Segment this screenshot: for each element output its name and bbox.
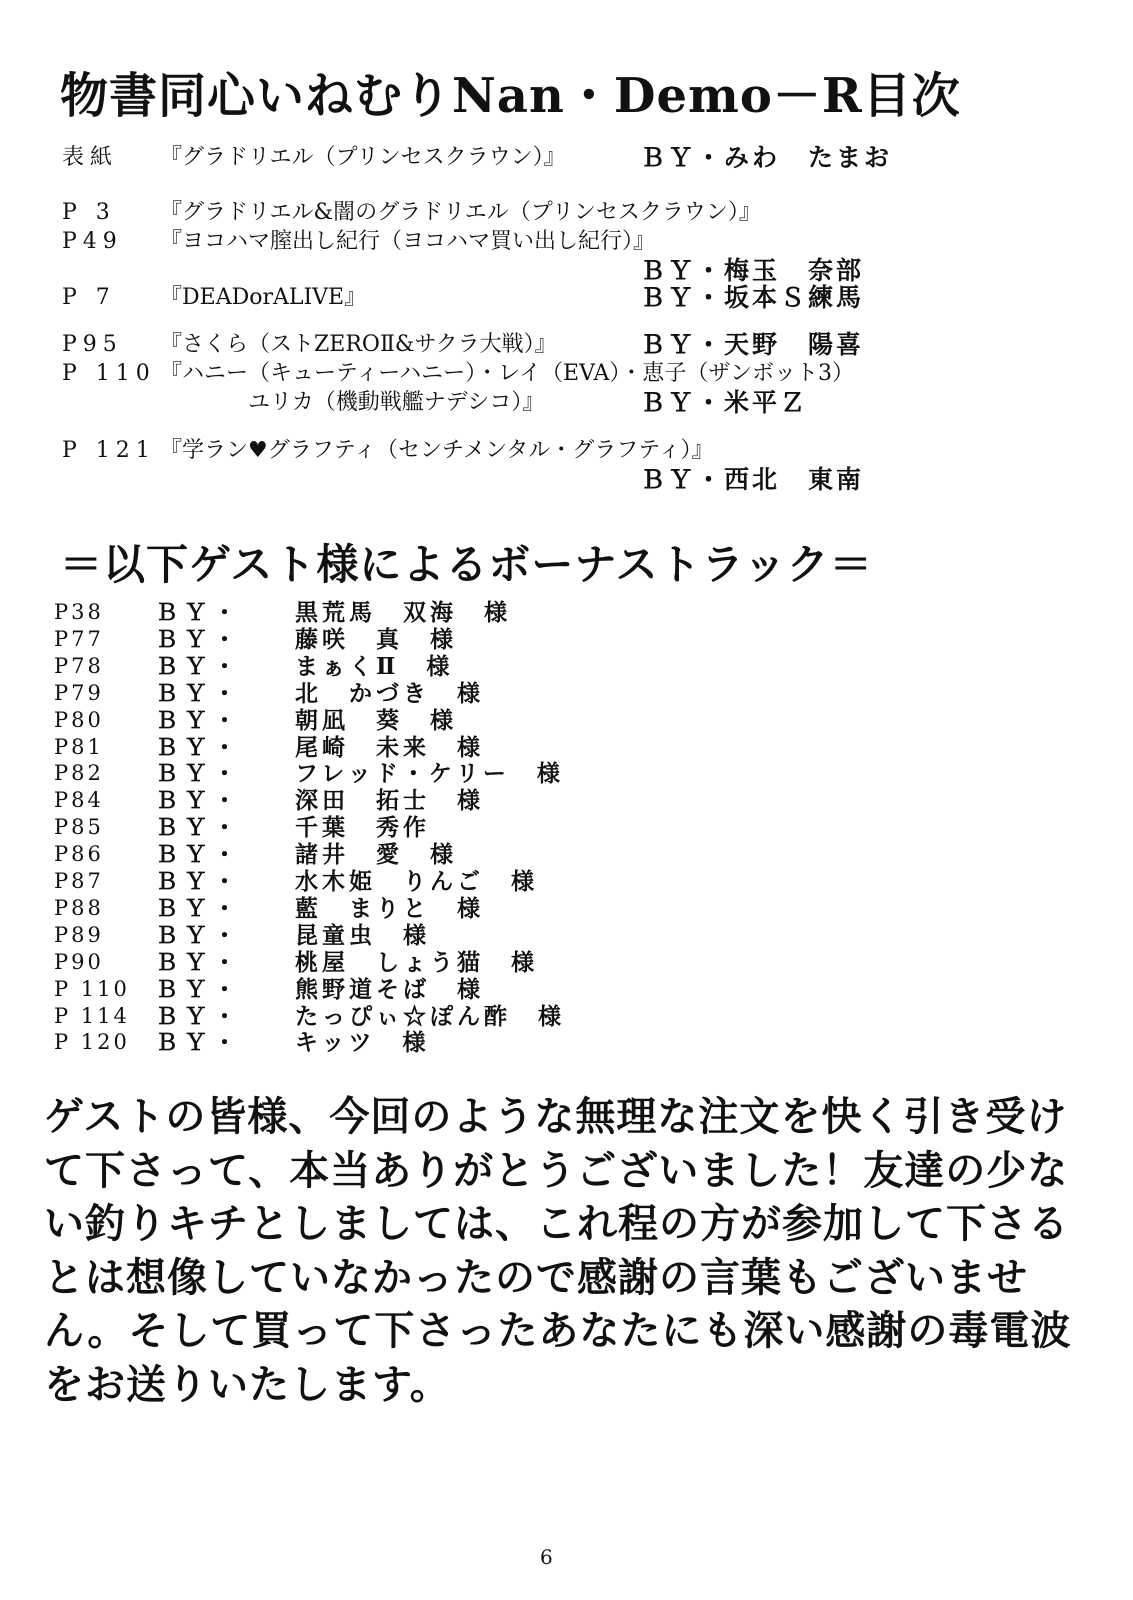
guest-by-label: ＢＹ・ [155, 894, 242, 922]
toc-work-title: 『グラドリエル&闇のグラドリエル（プリンセスクラウン）』 [160, 200, 761, 225]
toc-work-title: ユリカ（機動戦艦ナデシコ）』 [160, 390, 545, 415]
guest-name: 昆童虫 様 [295, 921, 430, 949]
toc-author: ＢＹ・坂本Ｓ練馬 [640, 283, 865, 312]
guest-page-number: P 120 [54, 1030, 130, 1055]
guest-name: 藤咲 真 様 [295, 625, 457, 653]
guest-name: 深田 拓士 様 [295, 787, 484, 815]
guest-entry [0, 868, 1133, 895]
guest-page-number: P82 [54, 761, 104, 786]
guest-entry [0, 1029, 1133, 1056]
toc-page-number: P95 [62, 332, 123, 357]
guest-name: 千葉 秀作 [295, 814, 430, 842]
guest-by-label: ＢＹ・ [155, 625, 242, 653]
guest-page-number: P80 [54, 707, 104, 732]
guest-entry [0, 626, 1133, 653]
guest-name: 水木姫 りんご 様 [295, 868, 538, 895]
guest-page-number: P81 [54, 734, 104, 759]
toc-author: ＢＹ・みわ たまお [640, 143, 893, 172]
toc-page-number: P 3 [62, 200, 116, 225]
page-title: 物書同心いねむりNan・Demo－R目次 [60, 68, 961, 124]
toc-author: ＢＹ・梅玉 奈部 [640, 256, 865, 285]
guest-name: 黒荒馬 双海 様 [295, 599, 511, 626]
toc-page-number: P 110 [62, 361, 156, 386]
guest-by-label: ＢＹ・ [155, 760, 242, 788]
toc-work-title: 『ハニー（キューティーハニー）・レイ（EVA）・恵子（ザンボット3） [160, 361, 854, 386]
toc-work-title: 『DEADorALIVE』 [160, 285, 367, 310]
guest-by-label: ＢＹ・ [155, 948, 242, 976]
guest-entry [0, 787, 1133, 814]
guest-name: 尾崎 未来 様 [295, 733, 484, 761]
guest-name: 諸井 愛 様 [295, 841, 457, 869]
guest-entry [0, 922, 1133, 949]
guest-by-label: ＢＹ・ [155, 814, 242, 842]
toc-work-title: 『ヨコハマ膣出し紀行（ヨコハマ買い出し紀行）』 [160, 229, 656, 254]
guest-entry [0, 734, 1133, 761]
guest-by-label: ＢＹ・ [155, 975, 242, 1003]
guest-entry [0, 707, 1133, 734]
guest-page-number: P87 [54, 869, 104, 893]
toc-entry [0, 436, 1133, 466]
guest-page-number: P 110 [54, 976, 130, 1001]
toc-page-number: P49 [62, 229, 123, 254]
toc-entry [0, 359, 1133, 389]
guest-by-label: ＢＹ・ [155, 921, 242, 949]
toc-entry [0, 465, 1133, 495]
guest-name: 熊野道そば 様 [295, 975, 484, 1003]
guest-page-number: P79 [54, 680, 104, 705]
guest-by-label: ＢＹ・ [155, 733, 242, 761]
guest-name: フレッド・ケリー 様 [295, 760, 564, 788]
guest-entry [0, 841, 1133, 868]
toc-author: ＢＹ・西北 東南 [640, 465, 865, 494]
guest-page-number: P90 [54, 949, 104, 974]
guest-name: キッツ 様 [295, 1029, 430, 1057]
guest-name: 藍 まりと 様 [295, 894, 484, 922]
guest-by-label: ＢＹ・ [155, 599, 242, 626]
toc-page-number: P 7 [62, 285, 116, 310]
toc-author: ＢＹ・米平Ｚ [640, 388, 809, 417]
guest-name: たっぴぃ☆ぽん酢 様 [295, 1002, 565, 1030]
guest-by-label: ＢＹ・ [155, 706, 242, 734]
toc-entry [0, 256, 1133, 286]
guest-entry [0, 1003, 1133, 1030]
toc-entry [0, 388, 1133, 418]
guest-page-number: P86 [54, 842, 104, 867]
closing-message: ゲストの皆様、今回のような無理な注文を快く引き受けて下さって、本当ありがとうございました！友達の少ない釣りキチとしましては、これ程の方が参加して下さるとは想像していなかったので感謝の言葉もございません。そして買って下さったあなたにも深い感謝の毒電波をお送りいたします。 [44, 1093, 1072, 1408]
guest-section-heading: ＝以下ゲスト様によるボーナストラック＝ [60, 540, 873, 589]
toc-work-title: 『学ラン♥グラフティ（センチメンタル・グラフティ）』 [160, 438, 714, 463]
toc-page-number: 表紙 [62, 145, 119, 170]
guest-page-number: P85 [54, 815, 104, 840]
guest-by-label: ＢＹ・ [155, 652, 242, 680]
guest-page-number: P84 [54, 788, 104, 813]
toc-page-number: P 121 [62, 438, 156, 463]
guest-entry [0, 976, 1133, 1003]
toc-entry [0, 227, 1133, 257]
toc-entry [0, 330, 1133, 360]
guest-page-number: P89 [54, 922, 104, 947]
guest-name: 北 かづき 様 [295, 679, 484, 707]
guest-entry [0, 680, 1133, 707]
guest-entry [0, 949, 1133, 976]
guest-page-number: P 114 [54, 1003, 130, 1028]
guest-entry [0, 814, 1133, 841]
toc-entry [0, 283, 1133, 313]
toc-entry [0, 143, 1133, 173]
toc-work-title: 『グラドリエル（プリンセスクラウン）』 [160, 145, 566, 170]
guest-name: 朝凪 葵 様 [295, 706, 457, 734]
toc-work-title: 『さくら（ストZEROⅡ&サクラ大戦）』 [160, 332, 557, 357]
guest-page-number: P38 [54, 600, 104, 624]
guest-page-number: P77 [54, 626, 104, 651]
guest-page-number: P78 [54, 653, 104, 678]
guest-name: まぁくⅡ 様 [295, 652, 454, 680]
guest-name: 桃屋 しょう猫 様 [295, 948, 538, 976]
guest-by-label: ＢＹ・ [155, 787, 242, 815]
guest-by-label: ＢＹ・ [155, 679, 242, 707]
guest-by-label: ＢＹ・ [155, 1029, 242, 1057]
toc-author: ＢＹ・天野 陽喜 [640, 330, 865, 359]
guest-by-label: ＢＹ・ [155, 868, 242, 895]
guest-page-number: P88 [54, 895, 104, 920]
guest-entry [0, 895, 1133, 922]
guest-entry [0, 653, 1133, 680]
page-number: 6 [540, 1545, 553, 1569]
toc-entry [0, 198, 1133, 228]
guest-entry [0, 760, 1133, 787]
guest-by-label: ＢＹ・ [155, 1002, 242, 1030]
guest-by-label: ＢＹ・ [155, 841, 242, 869]
guest-entry [0, 599, 1133, 626]
